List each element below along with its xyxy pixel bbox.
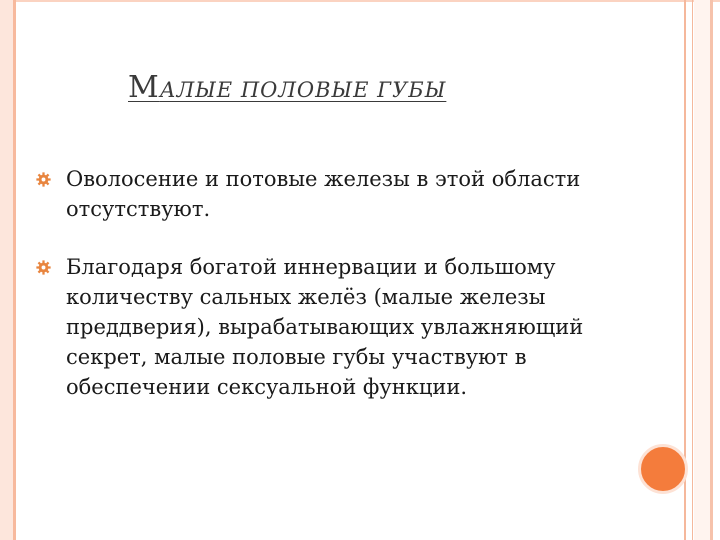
bullet-item — [36, 252, 646, 402]
top-frame-line — [16, 0, 720, 2]
gear-bullet-icon — [36, 172, 51, 187]
bullet-item — [36, 164, 646, 224]
bullet-text: Оволосение и потовые железы в этой области отсутствуют. — [66, 167, 581, 221]
title-first-letter: М — [128, 70, 160, 105]
right-frame-line-3 — [710, 0, 713, 540]
orange-circle-ornament — [638, 444, 688, 494]
right-frame-line-2 — [692, 0, 693, 540]
slide-title — [128, 70, 548, 105]
bullet-text: Благодаря богатой иннервации и большому количеству сальных желёз (малые железы преддверия), вырабатывающих увлажняющий секрет, малые половые губы участвуют в обеспечении сексуальной функции. — [66, 255, 584, 399]
right-frame-band — [694, 0, 710, 540]
bullet-list — [36, 164, 646, 430]
gear-bullet-icon — [36, 260, 51, 275]
left-frame-line — [13, 0, 16, 540]
title-rest: АЛЫЕ ПОЛОВЫЕ ГУБЫ — [159, 78, 447, 102]
